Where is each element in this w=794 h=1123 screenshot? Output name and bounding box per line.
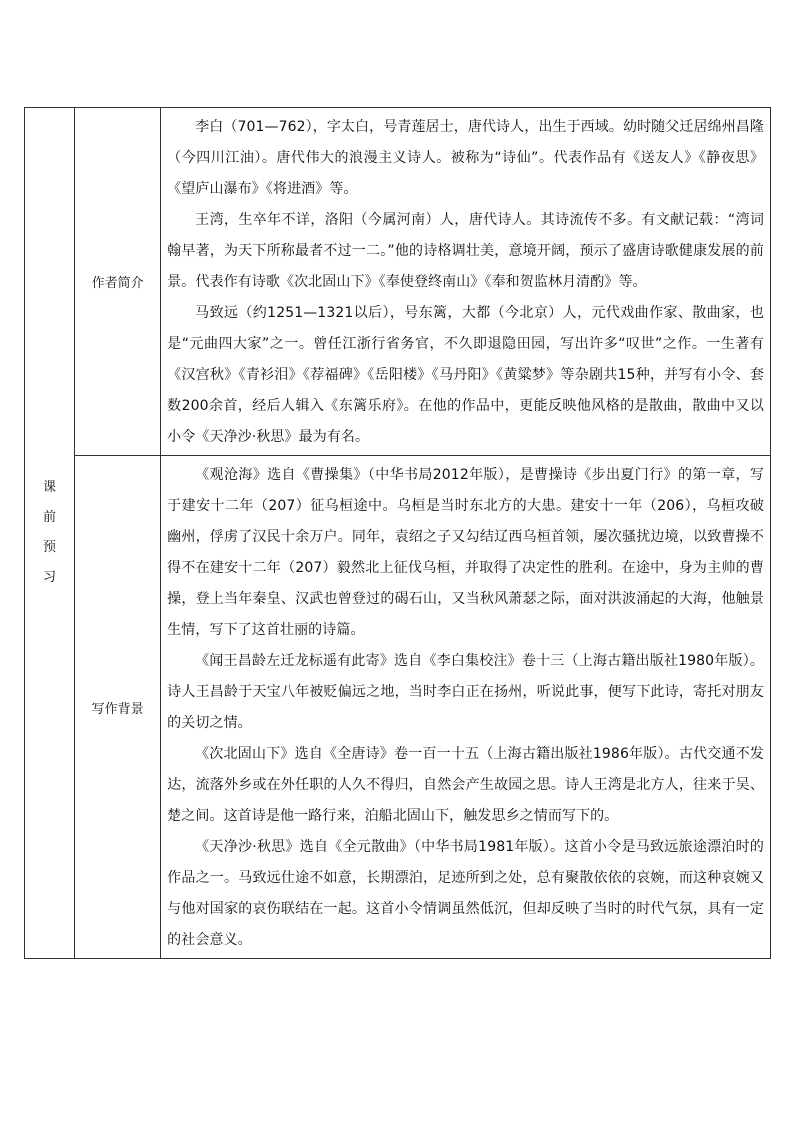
paragraph-wen-wangchangling: 《闻王昌龄左迁龙标遥有此寄》选自《李白集校注》卷十三（上海古籍出版社1980年版）。诗人王昌龄于天宝八年被贬偏远之地，当时李白正在扬州，听说此事，便写下此诗，寄托对朋友的关切之情。 <box>167 653 764 731</box>
row-writing-background <box>25 456 771 959</box>
section-char: 预 <box>43 540 57 555</box>
section-char: 课 <box>43 480 57 495</box>
row-author-intro <box>25 108 771 456</box>
paragraph-tianjingsha: 《天净沙·秋思》选自《全元散曲》（中华书局1981年版）。这首小令是马致远旅途漂泊时的作品之一。马致远仕途不如意，长期漂泊，足迹所到之处，总有聚散依依的哀婉，而这种哀婉又与他对国家的哀伤联结在一起。这首小令情调虽然低沉，但却反映了当时的时代气氛，具有一定的社会意义。 <box>167 839 764 948</box>
row-label-author-intro: 作者简介 <box>75 108 161 456</box>
paragraph-ma-zhiyuan: 马致远（约1251—1321以后），号东篱，大都（今北京）人，元代戏曲作家、散曲家，也是“元曲四大家”之一。曾任江浙行省务官，不久即退隐田园，写出许多“叹世”之作。一生著有《汉宫秋》《青衫泪》《荐福碑》《岳阳楼》《马丹阳》《黄粱梦》等杂剧共15种，并写有小令、套数200余首，经后人辑入《东篱乐府》。在他的作品中，更能反映他风格的是散曲，散曲中又以小令《天净沙·秋思》最为有名。 <box>167 305 764 445</box>
writing-background-content <box>161 456 771 959</box>
paragraph-guan-canghai: 《观沧海》选自《曹操集》（中华书局2012年版），是曹操诗《步出夏门行》的第一章，写于建安十二年（207）征乌桓途中。乌桓是当时东北方的大患。建安十一年（206），乌桓攻破幽州，俘虏了汉民十余万户。同年，袁绍之子又勾结辽西乌桓首领，屡次骚扰边境，以致曹操不得不在建安十二年（207）毅然北上征伐乌桓，并取得了决定性的胜利。在途中，身为主帅的曹操，登上当年秦皇、汉武也曾登过的碣石山，又当秋风萧瑟之际，面对洪波涌起的大海，他触景生情，写下了这首壮丽的诗篇。 <box>167 467 764 638</box>
paragraph-ci-beigushan: 《次北固山下》选自《全唐诗》卷一百一十五（上海古籍出版社1986年版）。古代交通不发达，流落外乡或在外任职的人久不得归，自然会产生故园之思。诗人王湾是北方人，往来于吴、楚之间。这首诗是他一路行来，泊船北固山下，触发思乡之情而写下的。 <box>167 746 764 824</box>
author-intro-content <box>161 108 771 456</box>
paragraph-li-bai: 李白（701—762），字太白，号青莲居士，唐代诗人，出生于西域。幼时随父迁居绵州昌隆（今四川江油）。唐代伟大的浪漫主义诗人。被称为“诗仙”。代表作品有《送友人》《静夜思》《望庐山瀑布》《将进酒》等。 <box>167 119 764 197</box>
paragraph-wang-wan: 王湾，生卒年不详，洛阳（今属河南）人，唐代诗人。其诗流传不多。有文献记载：“湾词翰早著，为天下所称最者不过一二。”他的诗格调壮美，意境开阔，预示了盛唐诗歌健康发展的前景。代表作有诗歌《次北固山下》《奉使登终南山》《奉和贺监林月清酌》等。 <box>167 212 764 290</box>
preview-table <box>24 107 771 959</box>
section-heading <box>25 108 75 959</box>
row-label-writing-background: 写作背景 <box>75 456 161 959</box>
section-char: 前 <box>43 510 57 525</box>
section-char: 习 <box>43 570 57 585</box>
